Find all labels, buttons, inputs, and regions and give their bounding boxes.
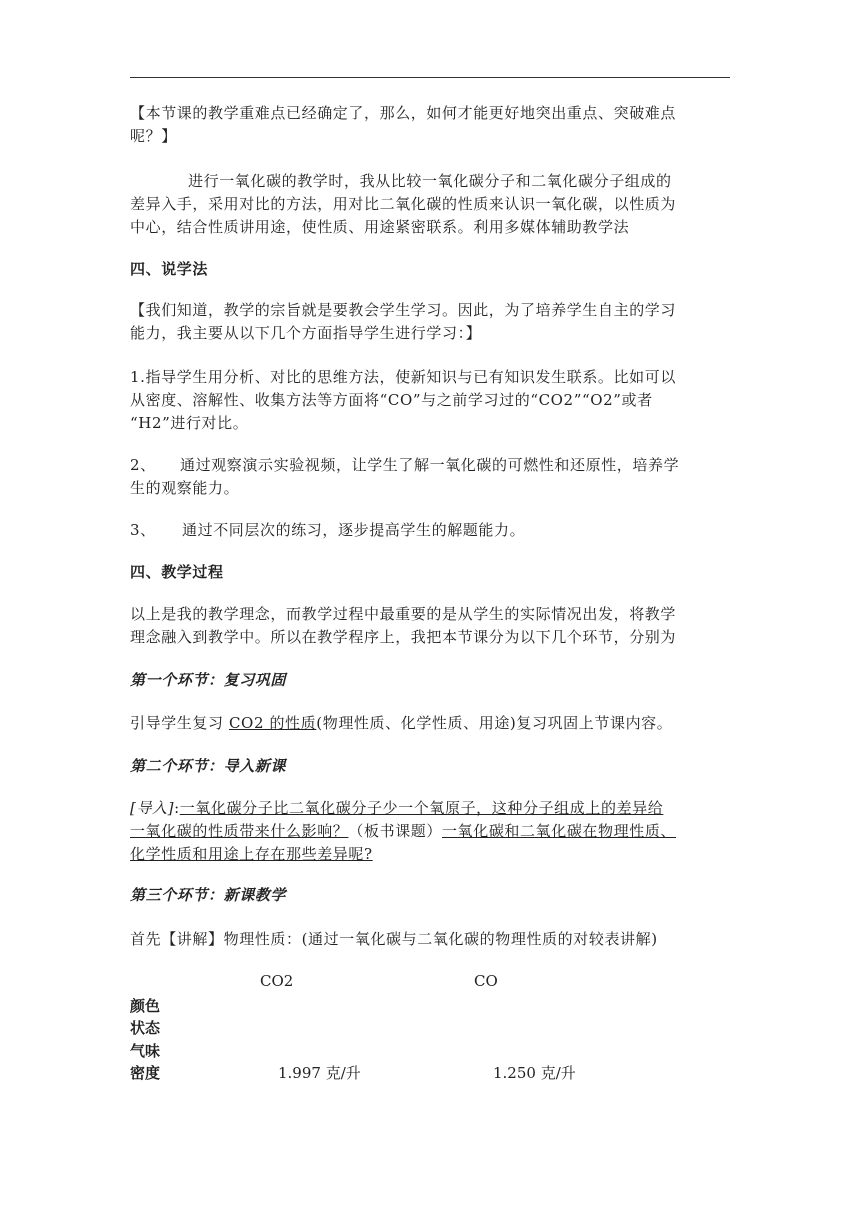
intro-paragraph	[130, 102, 730, 148]
column-header-co2: CO2	[260, 972, 294, 990]
table-row	[130, 995, 690, 1018]
section2-line: 化学性质和用途上存在那些差异呢?	[130, 845, 373, 863]
method-line: 进行一氧化碳的教学时，我从比较一氧化碳分子和二氧化碳分子组成的	[188, 172, 672, 190]
section2-intro-paragraph	[130, 797, 730, 866]
item1-line: “H2”进行对比。	[130, 414, 249, 432]
row-label: 状态	[130, 1019, 161, 1037]
process-paragraph	[130, 603, 730, 649]
process-line: 理念融入到教学中。所以在教学程序上，我把本节课分为以下几个环节，分别为	[130, 628, 677, 646]
process-line: 以上是我的教学理念，而教学过程中最重要的是从学生的实际情况出发，将教学	[130, 605, 677, 623]
section2-line: [导入]:一氧化碳分子比二氧化碳分子少一个氧原子，这种分子组成上的差异给	[130, 799, 664, 817]
method-paragraph	[130, 170, 730, 239]
section1-text: 引导学生复习 CO2 的性质(物理性质、化学性质、用途)复习巩固上节课内容。	[130, 714, 673, 732]
table-row	[130, 1040, 690, 1063]
intro-tag: [导入]	[130, 799, 175, 817]
item1-line: 1.指导学生用分析、对比的思维方法，使新知识与已有知识发生联系。比如可以	[130, 368, 676, 386]
heading-teaching-process: 四、教学过程	[130, 563, 224, 581]
comparison-table	[130, 972, 690, 1085]
list-item-2	[130, 454, 730, 500]
item3-number: 3、	[130, 521, 156, 539]
item2-line: 生的观察能力。	[130, 479, 240, 497]
row-label: 气味	[130, 1041, 161, 1060]
intro-line: 【本节课的教学重难点已经确定了，那么，如何才能更好地突出重点、突破难点	[130, 104, 677, 122]
section1-title: 第一个环节：复习巩固	[130, 671, 287, 689]
section3-text: 首先【讲解】物理性质：(通过一氧化碳与二氧化碳的物理性质的对较表讲解)	[130, 930, 658, 948]
section3-title: 第三个环节：新课教学	[130, 886, 287, 904]
table-header-row	[130, 972, 690, 995]
study-paragraph	[130, 299, 730, 345]
section2-line: 一氧化碳的性质带来什么影响？（板书课题）一氧化碳和二氧化碳在物理性质、	[130, 822, 677, 840]
list-item-3	[130, 519, 730, 542]
cell-co2: 1.997 克/升	[278, 1064, 361, 1082]
header-rule	[130, 77, 730, 78]
study-line: 能力，我主要从以下几个方面指导学生进行学习：】	[130, 324, 482, 342]
method-line: 中心，结合性质讲用途，使性质、用途紧密联系。利用多媒体辅助教学法	[130, 218, 630, 236]
item2-number: 2、	[130, 456, 156, 474]
method-line: 差异入手，采用对比的方法，用对比二氧化碳的性质来认识一氧化碳，以性质为	[130, 195, 677, 213]
row-label: 密度	[130, 1064, 161, 1082]
table-row	[130, 1017, 690, 1040]
study-line: 【我们知道，教学的宗旨就是要教会学生学习。因此，为了培养学生自主的学习	[130, 301, 677, 319]
cell-co: 1.250 克/升	[493, 1064, 576, 1082]
underlined-term: CO2 的性质	[228, 714, 317, 732]
intro-line: 呢？】	[130, 127, 177, 145]
list-item-1	[130, 366, 730, 435]
column-header-co: CO	[474, 972, 498, 990]
section2-title: 第二个环节：导入新课	[130, 757, 287, 775]
item2-line: 2、 通过观察演示实验视频，让学生了解一氧化碳的可燃性和还原性，培养学	[130, 454, 730, 477]
table-row	[130, 1062, 690, 1085]
heading-study-method: 四、说学法	[130, 260, 209, 278]
row-label: 颜色	[130, 996, 161, 1015]
item1-line: 从密度、溶解性、收集方法等方面将“CO”与之前学习过的“CO2”“O2”或者	[130, 391, 653, 409]
item3-line: 3、 通过不同层次的练习，逐步提高学生的解题能力。	[130, 519, 730, 542]
